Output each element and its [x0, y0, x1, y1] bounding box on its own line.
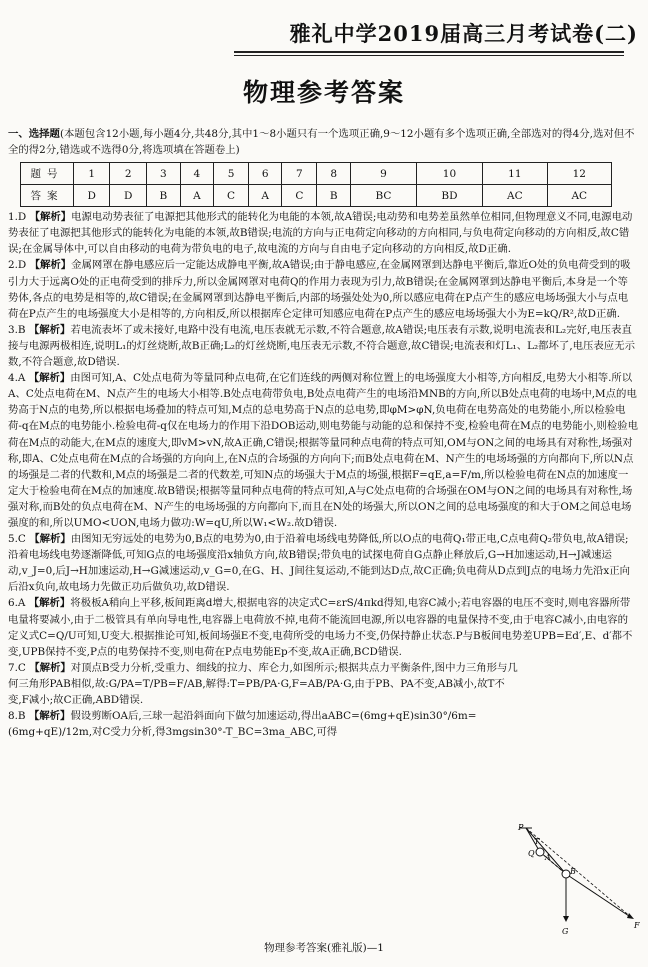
- label-a: A: [545, 853, 551, 862]
- ball-a: [536, 848, 544, 856]
- force-f-arrow: [566, 874, 632, 918]
- table-cell: BD: [416, 185, 482, 207]
- solution-item: [8, 660, 638, 708]
- arrow-head: [563, 916, 569, 922]
- table-cell: 5: [214, 163, 249, 185]
- analysis-tag: 【解析】: [28, 372, 71, 385]
- label-p: P: [518, 823, 524, 832]
- item-text: 若电流表坏了或未接好,电路中没有电流,电压表就无示数,不符合题意,故A错误;电压表有示数,说明电流表和L₂完好,电压表直接与电源两极相连,说明L₁的灯丝烧断,故B正确;L₂的灯丝烧断,电压表无示数,不符合题意,故C错误;电流表和灯L₁、L₂都坏了,电压表应无示数,不符合题意,故D错误.: [8, 323, 635, 369]
- table-cell: AC: [547, 185, 611, 207]
- solution-item: [8, 209, 638, 257]
- item-number: 3.B: [8, 323, 26, 336]
- table-cell: D: [74, 185, 110, 207]
- solution-item: [8, 370, 638, 531]
- table-cell: C: [214, 185, 249, 207]
- analysis-tag: 【解析】: [28, 710, 71, 723]
- item-number: 6.A: [8, 597, 26, 610]
- analysis-tag: 【解析】: [29, 259, 72, 272]
- label-q: Q: [528, 849, 535, 858]
- question-number-row: [21, 163, 612, 185]
- table-cell: 6: [249, 163, 282, 185]
- table-cell: B: [146, 185, 180, 207]
- item-text: 假设剪断OA后,三球一起沿斜面向下做匀加速运动,得出aABC=(6mg+qE)sin30°/6m=(6mg+qE)/12m,对C受力分析,得3mgsin30°-T_BC=3ma_ABC,可得: [8, 710, 477, 739]
- row-label-number: 题号: [21, 163, 74, 185]
- solution-item: [8, 708, 638, 740]
- item-text: 将极板A稍向上平移,板间距离d增大,根据电容的决定式C=εrS/4πkd得知,电容C减小;若电容器的电压不变时,则电容器所带电量将要减小,由于二极管具有单向导电性,电容器上电荷放不掉,电荷不能流回电源,所以电容器的电量保持不变,由于电容C减小,由电容的定义式C=Q/U可知,U变大.根据推论可知,板间场强E不变,电荷所受的电场力不变,仍保持静止状态.P与B板间电势差UPB=Ed′,E、d′都不变,UPB保持不变,P点的电势保持不变,则电荷在P点电势能Ep不变,故A正确,BCD错误.: [8, 597, 633, 658]
- section-heading: 一、选择题: [8, 128, 60, 140]
- table-cell: C: [282, 185, 317, 207]
- solution-item: [8, 531, 638, 595]
- item-text: 由图知无穷远处的电势为0,B点的电势为0,由于沿着电场线电势降低,所以O点的电荷Q₁带正电,C点电荷Q₂带负电,故A错误;沿着电场线电势逐渐降低,可知G点的电场强度沿x轴负方向,故B错误;带负电的试探电荷自G点静止释放后,G→H加速运动,H→J减速运动,v_J=0,后J→H加速运动,H→G减速运动,v_G=0,在G、H、J间往复运动,不能到达D点,故C正确;负电荷从D点到J点的电场力先沿x正向后沿x负向,故电场力先做正功后做负功,故D错误.: [8, 533, 631, 594]
- label-g: G: [562, 927, 569, 936]
- item-number: 5.C: [8, 533, 26, 546]
- label-t: T: [534, 837, 540, 846]
- item-text: 金属网罩在静电感应后一定能达成静电平衡,故A错误;由于静电感应,在金属网罩到达静电平衡后,靠近O处的负电荷受到的吸引力大于远离O处的正电荷受到的排斥力,所以金属网罩对电荷Q的作用力表现为引力,故B错误;在金属网罩到达静电平衡后,本身是一个等势体,各点的电势是相等的,故C错误;在金属网罩到达静电平衡后,内部的场强处处为0,所以感应电荷在P点产生的感应电场场强大小与点电荷在P点产生的电场强度大小是相等的,方向相反,所以根据库仑定律可知感应电荷在P点产生的感应电场场强大小为E=kQ/R²,故D正确.: [8, 259, 631, 320]
- table-cell: B: [317, 185, 351, 207]
- item-number: 1.D: [8, 211, 27, 224]
- analysis-tag: 【解析】: [28, 323, 71, 336]
- answer-table: [20, 162, 612, 207]
- answer-key-title: 物理参考答案: [242, 78, 405, 107]
- table-cell: 2: [110, 163, 146, 185]
- table-cell: AC: [483, 185, 547, 207]
- item-number: 2.D: [8, 259, 27, 272]
- force-diagram: [510, 822, 645, 940]
- table-cell: 8: [317, 163, 351, 185]
- dashed-line: [526, 828, 632, 918]
- table-cell: 1: [74, 163, 110, 185]
- title-rule: [234, 51, 624, 53]
- row-label-answer: 答案: [21, 185, 74, 207]
- table-cell: A: [249, 185, 282, 207]
- table-cell: BC: [351, 185, 417, 207]
- page-footer: 物理参考答案(雅礼版)—1: [264, 942, 384, 954]
- item-text: 对顶点B受力分析,受重力、细线的拉力、库仑力,如图所示;根据共点力平衡条件,图中力三角形与几何三角形PAB相似,故:G/PA=T/PB=F/AB,解得:T=PB/PA·G,F=AB/PA·G,由于PB、PA不变,AB减小,故T不变,F减小;故C正确,ABD错误.: [8, 661, 518, 706]
- table-cell: A: [180, 185, 213, 207]
- analysis-tag: 【解析】: [29, 211, 72, 224]
- analysis-tag: 【解析】: [29, 661, 71, 674]
- table-cell: 12: [547, 163, 611, 185]
- section-intro: [8, 126, 638, 158]
- analysis-tag: 【解析】: [28, 597, 71, 610]
- tension-arrow: [540, 852, 566, 874]
- item-text: 电源电动势表征了电源把其他形式的能转化为电能的本领,故A错误;电动势和电势差虽然单位相同,但物理意义不同,电源电动势表征了电源把其他形式的能转化为电能的本领,故B错误;电流的方向与正电荷定向移动的方向相同,与负电荷定向移动的方向相反,故C错误;在金属导体中,可以自由移动的电荷为带负电的电子,故电流的方向与自由电子定向移动的方向相反,故D正确.: [8, 211, 633, 256]
- table-cell: 4: [180, 163, 213, 185]
- item-text: 由图可知,A、C处点电荷为等量同种点电荷,在它们连线的两侧对称位置上的电场强度大小相等,方向相反,电势大小相等.所以A、C处点电荷在M、N点产生的电场大小相等.B处点电荷带负电,B处点电荷产生的电场沿MNB的方向,所以B处点电荷的电场中,M点的电势高于N点的电势,所以根据电场叠加的特点可知,M点的总电势高于N点的总电势,即φM>φN,负电荷在电势高处的电势能小,所以检验电荷-q在M点的电势能小.检验电荷-q仅在电场力的作用下沿DOB运动,则电势能与动能的总和保持不变,检验电荷在M点的电势能小,则检验电荷在M点的动能大,在M点的速度大,即vM>vN,故A正确,C错误;根据等量同种点电荷的特点可知,OM与ON之间的电场具有对称性,场强对称,即A、C处点电荷在M点的合场强的方向向上,在N点的合场强的方向向下;而B处点电荷在M、N产生的电场场强的方向都向下,所以N点的场强是二者的代数和,M点的场强是二者的代数差,可知N点的场强大于M点的场强,根据F=qE,a=F/m,所以检验电荷在N点的加速度一定大于检验电荷在M点的加速度.故B错误;根据等量同种点电荷的特点可知,A与C处点电荷的合场强在OM与ON之间的电场具有对称性,场强对称,而B处的负点电荷在M、N产生的电场场强的方向都向下,而且在N处的场强大,所以ON之间的总电场强度的和大于OM之间总电场强度的和,所以UMO<UON,电场力做功:W=qU,所以W₁<W₂.故D错误.: [8, 372, 638, 529]
- table-cell: 10: [416, 163, 482, 185]
- label-b: B: [570, 867, 576, 876]
- document-body: [8, 126, 638, 740]
- item-number: 7.C: [8, 661, 26, 674]
- analysis-tag: 【解析】: [29, 533, 71, 546]
- ball-b: [562, 870, 570, 878]
- label-f: F: [634, 921, 640, 930]
- solution-item: [8, 595, 638, 659]
- item-number: 8.B: [8, 710, 26, 723]
- table-cell: D: [110, 185, 146, 207]
- table-cell: 7: [282, 163, 317, 185]
- table-cell: 9: [351, 163, 417, 185]
- item-number: 4.A: [8, 372, 26, 385]
- school-title: 雅礼中学2019届高三月考试卷(二): [289, 21, 638, 46]
- table-cell: 3: [146, 163, 180, 185]
- solution-item: [8, 322, 638, 370]
- solution-item: [8, 257, 638, 321]
- arrow-head: [627, 913, 634, 919]
- table-cell: 11: [483, 163, 547, 185]
- answer-row: [21, 185, 612, 207]
- title-rule-thin: [234, 55, 624, 56]
- section-instructions: (本题包含12小题,每小题4分,共48分,其中1～8小题只有一个选项正确,9～12小题有多个选项正确,全部选对的得4分,选对但不全的得2分,错选或不选得0分,将选项填在答题卷上): [8, 128, 635, 157]
